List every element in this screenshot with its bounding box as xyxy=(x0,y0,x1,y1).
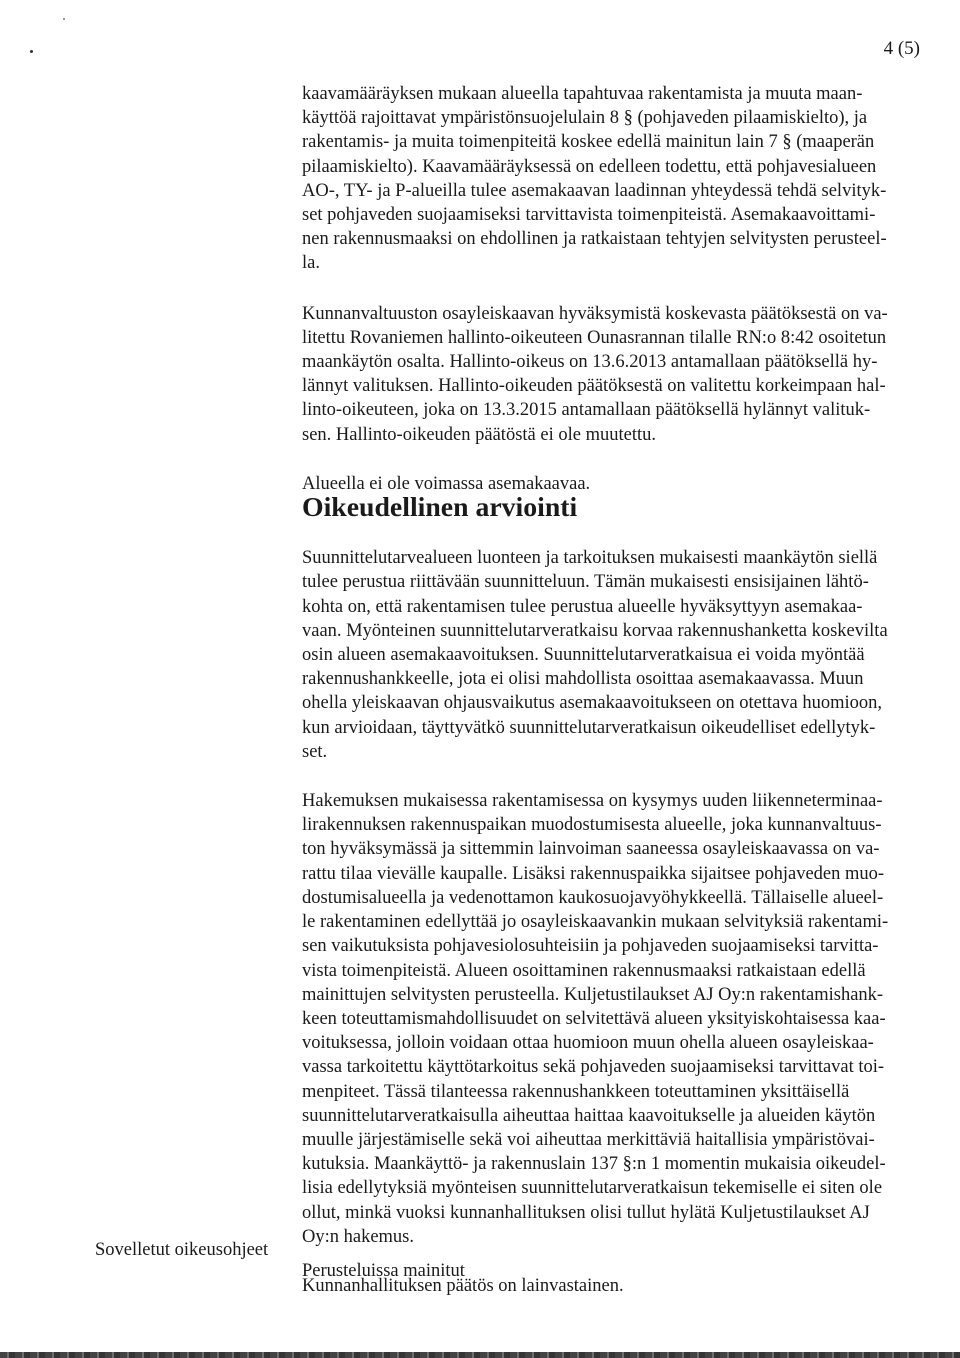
paragraph-application-assessment: Hakemuksen mukaisessa rakentamisessa on kysymys uuden liikenneterminaa- lirakennuksen rakennuspaikan muodostumisesta alueelle, joka kunnanvaltuus- ton hyväksymässä ja sittemmin lainvoiman saaneessa osayleiskaavassa on va- rattu tilaa vievälle kaupalle. Lisäksi rakennuspaikka sijaitsee pohjaveden muo- dostumisalueella ja vedenottamon kaukosuojavyöhykkeellä. Tällaiselle alueel- le rakentaminen edellyttää jo osayleiskaavankin mukaan selvityksiä rakentami- sen vaikutuksista pohjavesiolosuhteisiin ja pohjaveden suojaamiseksi tarvitta- vista toimenpiteistä. Alueen osoittaminen rakennusmaaksi ratkaistaan edellä mainittujen selvitysten perusteella. Kuljetustilaukset AJ Oy:n rakentamishank- keen toteuttamismahdollisuudet on selvitettävä alueen yksityiskohtaisessa kaa- voituksessa, jolloin voidaan ottaa huomioon muun ohella alueen osayleiskaa- vassa tarkoitettu käyttötarkoitus sekä pohjaveden suojaamiseksi tarvittavat toi- menpiteet. Tässä tilanteessa rakennushankkeen toteuttaminen yksittäisellä suunnittelutarveratkaisulla aiheuttaa haittaa kaavoitukselle ja alueiden käytön muulle järjestämiselle sekä voi aiheuttaa merkittäviä haitallisia ympäristövai- kutuksia. Maankäyttö- ja rakennuslain 137 §:n 1 momentin mukaisia oikeudel- lisia edellytyksiä myönteisen suunnittelutarveratkaisun tekemiselle ei siten ole ollut, minkä vuoksi kunnanhallituksen olisi tullut hylätä Kuljetustilaukset AJ Oy:n hakemus. xyxy=(302,791,889,1247)
scan-speck xyxy=(63,18,65,20)
paragraph-conclusion: Kunnanhallituksen päätös on lainvastainen. xyxy=(302,1275,624,1296)
paragraph-no-detailed-plan: Alueella ei ole voimassa asemakaavaa. xyxy=(302,473,591,494)
scan-edge xyxy=(0,1352,960,1358)
scan-speck xyxy=(30,50,33,53)
page-number: 4 (5) xyxy=(883,38,920,59)
applied-law-text: Perusteluissa mainitut xyxy=(302,1261,465,1281)
sidebar-label-applied-law: Sovelletut oikeusohjeet xyxy=(95,1240,269,1260)
paragraph-appeal-history: Kunnanvaltuuston osayleiskaavan hyväksymistä koskevasta päätöksestä on va- litettu Rovaniemen hallinto-oikeuteen Ounasrannan tilalle RN:o 8:42 osoitetun maankäytön osalta. Hallinto-oikeus on 13.6.2013 antamallaan päätöksellä hy- lännyt valituksen. Hallinto-oikeuden päätöksestä on valitettu korkeimpaan hal- linto-oikeuteen, joka on 13.3.2015 antamallaan päätöksellä hylännyt valituk- sen. Hallinto-oikeuden päätöstä ei ole muutettu. xyxy=(302,303,888,445)
paragraph-zoning-regulation: kaavamääräyksen mukaan alueella tapahtuvaa rakentamista ja muuta maan- käyttöä rajoittavat ympäristönsuojelulain 8 § (pohjaveden pilaamiskielto), ja rakentamis- ja muita toimenpiteitä koskee edellä mainitun lain 7 § (maaperän pilaamiskielto). Kaavamääräyksessä on edelleen todettu, että pohjavesialueen AO-, TY- ja P-alueilla tulee asemakaavan laadinnan yhteydessä tehdä selvityk- set pohjaveden suojaamiseksi tarvittavista toimenpiteistä. Asemakaavoittami- nen rakennusmaaksi on ehdollinen ja ratkaistaan tehtyjen selvitysten perusteel- la. xyxy=(302,84,887,274)
paragraph-planning-need: Suunnittelutarvealueen luonteen ja tarkoituksen mukaisesti maankäytön siellä tulee perustua riittävään suunnitteluun. Tämän mukaisesti ensisijainen lähtö- kohta on, että rakentamisen tulee perustua alueelle hyväksyttyyn asemakaa- vaan. Myönteinen suunnittelutarveratkaisu korvaa rakennushanketta koskevilta osin alueen asemakaavoituksen. Suunnittelutarveratkaisua ei voida myöntää rakennushankkeelle, jota ei olisi mahdollista osoittaa asemakaavassa. Muun ohella yleiskaavan ohjausvaikutus asemakaavoitukseen on otettava huomioon, kun arvioidaan, täyttyvätkö suunnittelutarveratkaisun oikeudelliset edellytyk- set. xyxy=(302,548,888,762)
document-body xyxy=(302,82,922,1298)
section-heading-legal-assessment: Oikeudellinen arviointi xyxy=(302,492,578,524)
